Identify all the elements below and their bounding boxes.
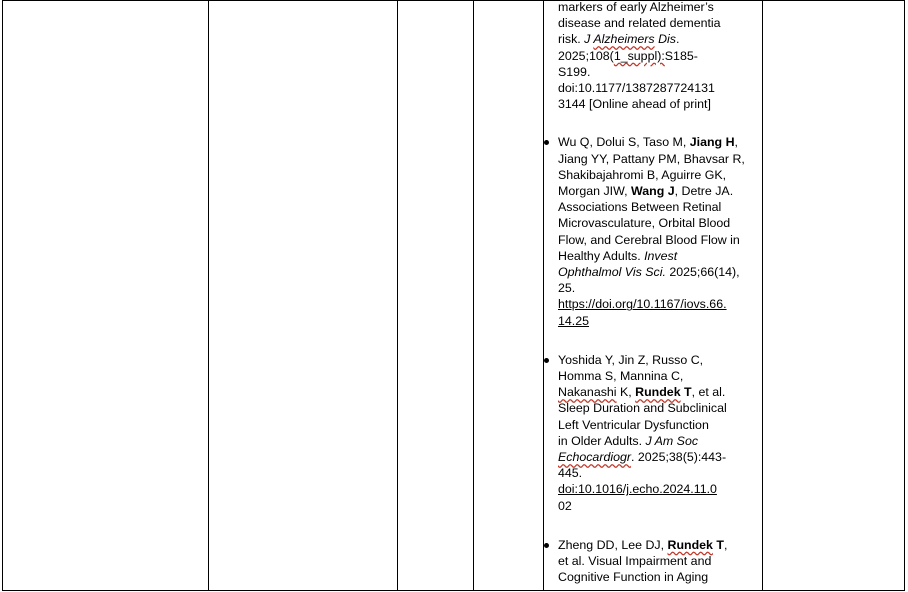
table-cell-col6 — [763, 1, 905, 591]
reference-item: Zheng DD, Lee DJ, Rundek T, et al. Visual Impairment and Cognitive Function in Aging — [558, 537, 758, 586]
doi-text-continued: 02 — [558, 498, 572, 513]
table-cell-col1 — [3, 1, 209, 591]
journal-name: J Alzheimers Dis — [584, 32, 676, 47]
table-cell-col2 — [209, 1, 398, 591]
reference-item-continued: markers of early Alzheimer’s disease and related dementia risk. J Alzheimers Dis. 2025;108(1_suppl):S185- S199. doi:10.1177/1387287724131 3144 [Online ahead of print] — [558, 0, 758, 112]
doi-text: doi:10.1177/1387287724131 — [558, 81, 715, 96]
reference-item: Yoshida Y, Jin Z, Russo C, Homma S, Mannina C, Nakanashi K, Rundek T, et al. Sleep Duration and Subclinical Left Ventricular Dysfunction in Older Adults. J Am Soc Echocardiogr. 2025;38(5):443- 445. doi:10.1016/j.echo.2024.11.0 02 — [558, 352, 758, 514]
doi-link[interactable]: doi:10.1016/j.echo.2024.11.0 — [558, 482, 717, 497]
reference-list — [558, 0, 758, 586]
publications-table — [2, 0, 905, 591]
table-cell-col3 — [398, 1, 474, 591]
table-cell-col4 — [474, 1, 544, 591]
doi-link-continued[interactable]: 14.25 — [558, 313, 590, 328]
table-row — [3, 1, 905, 591]
doi-link[interactable]: https://doi.org/10.1167/iovs.66. — [558, 297, 727, 312]
references-cell — [544, 1, 763, 591]
reference-item: Wu Q, Dolui S, Taso M, Jiang H, Jiang YY, Pattany PM, Bhavsar R, Shakibajahromi B, Aguirre GK, Morgan JIW, Wang J, Detre JA. Associations Between Retinal Microvasculature, Orbital Blood Flow, and Cerebral Blood Flow in Healthy Adults. Invest Ophthalmol Vis Sci. 2025;66(14), 25. https://doi.org/10.1167/iovs.66. 14.25 — [558, 134, 758, 328]
